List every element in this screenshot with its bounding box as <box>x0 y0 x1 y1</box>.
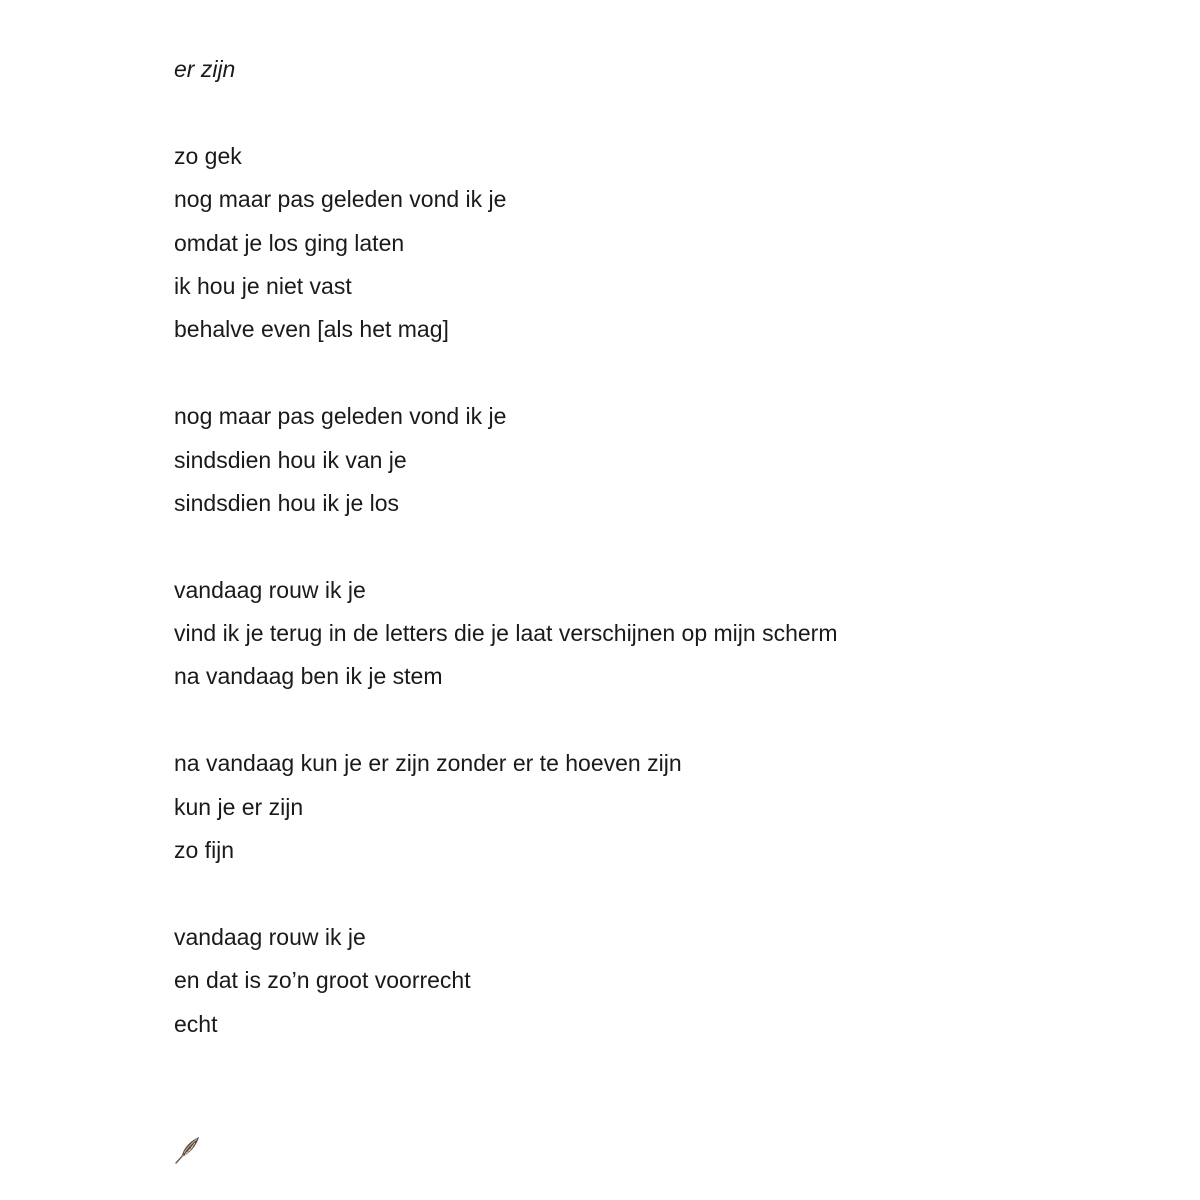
poem-line: nog maar pas geleden vond ik je <box>174 186 507 213</box>
poem-line: zo gek <box>174 142 242 169</box>
stanza-gap <box>174 525 1134 568</box>
poem-line: echt <box>174 1010 218 1037</box>
poem <box>174 48 1134 1046</box>
poem-line: zo fijn <box>174 837 235 864</box>
stanza-4 <box>174 742 1134 872</box>
stanza-gap <box>174 352 1134 395</box>
feather-icon <box>172 1134 204 1166</box>
stanza-gap <box>174 91 1134 134</box>
stanza-2 <box>174 395 1134 525</box>
poem-line: sindsdien hou ik je los <box>174 489 400 516</box>
poem-line: sindsdien hou ik van je <box>174 446 407 473</box>
poem-line: vandaag rouw ik je <box>174 576 366 603</box>
poem-line: en dat is zo’n groot voorrecht <box>174 967 471 994</box>
poem-line: kun je er zijn <box>174 793 304 820</box>
poem-line: behalve even [als het mag] <box>174 316 449 343</box>
stanza-5 <box>174 916 1134 1046</box>
poem-line: ik hou je niet vast <box>174 272 352 299</box>
poem-line: vandaag rouw ik je <box>174 923 366 950</box>
poem-title: er zijn <box>174 56 236 82</box>
poem-line: nog maar pas geleden vond ik je <box>174 403 507 430</box>
stanza-gap <box>174 872 1134 915</box>
stanza-3 <box>174 569 1134 699</box>
poem-line: omdat je los ging laten <box>174 229 405 256</box>
stanza-1 <box>174 135 1134 352</box>
poem-line: na vandaag kun je er zijn zonder er te hoeven zijn <box>174 750 682 777</box>
poem-line: na vandaag ben ik je stem <box>174 663 443 690</box>
stanza-gap <box>174 699 1134 742</box>
poem-line: vind ik je terug in de letters die je laat verschijnen op mijn scherm <box>174 620 838 647</box>
